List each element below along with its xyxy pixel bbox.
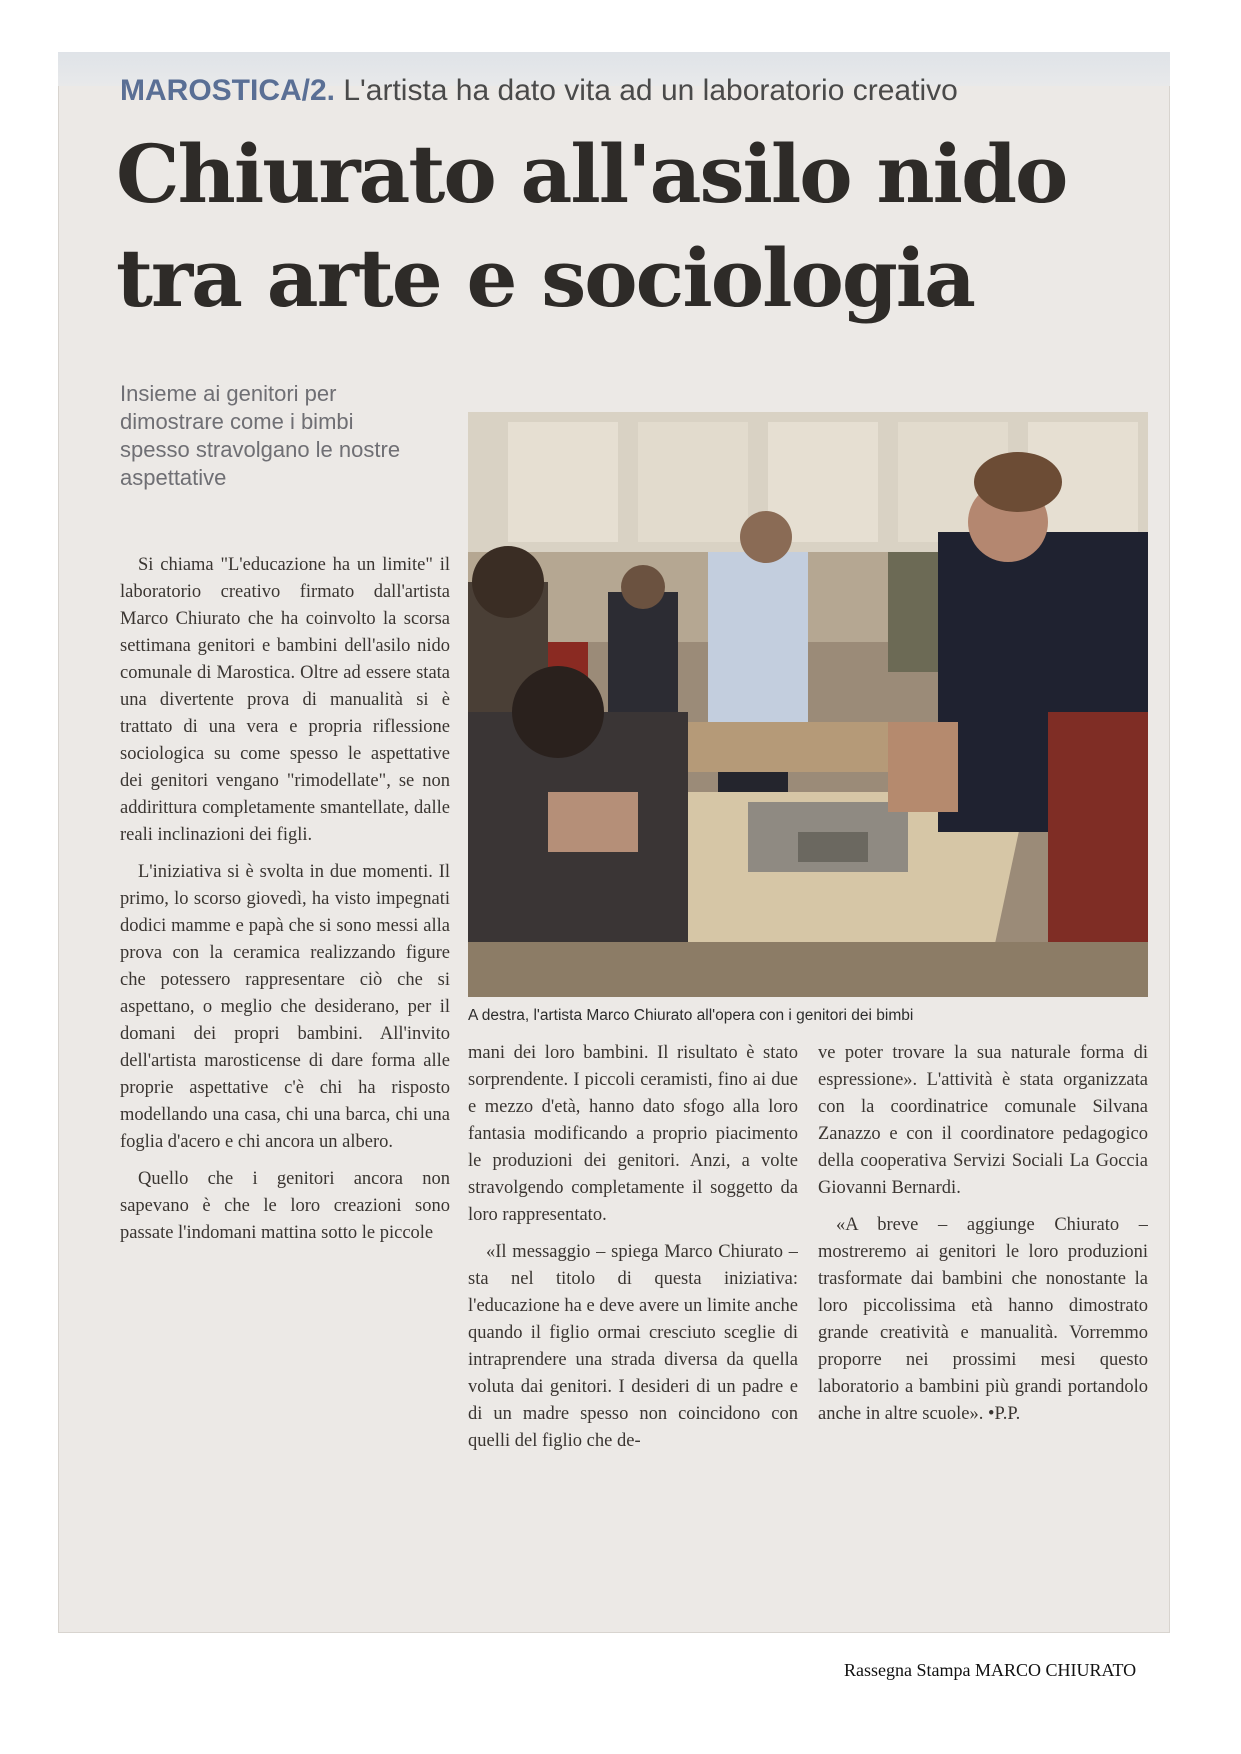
article-photo (468, 412, 1148, 997)
headline-line-2: tra arte e sociologia (116, 231, 974, 325)
headline-line-1: Chiurato all'asilo nido (116, 127, 1067, 221)
footer-press-review: Rassegna Stampa MARCO CHIURATO (844, 1660, 1137, 1680)
column-1-paragraph-2: L'iniziativa si è svolta in due momenti. Il primo, lo scorso giovedì, ha visto impegnati dodici mamme e papà che si sono messi alla prova con la ceramica realizzando figure che potessero rappresentare ciò che si aspettano, o meglio che desiderano, per il domani dei propri bambini. All'invito dell'artista marosticense di dare forma alle proprie aspettative c'è chi ha risposto modellando una casa, chi una barca, chi una foglia d'acero e chi ancora un albero. (120, 862, 450, 1152)
workshop-photo-illustration (468, 412, 1148, 997)
photo-caption: A destra, l'artista Marco Chiurato all'opera con i genitori dei bimbi (468, 1007, 914, 1024)
article-column-1 (120, 552, 450, 1622)
article-column-3 (818, 1040, 1148, 1620)
kicker (120, 74, 1160, 108)
kicker-tag: MAROSTICA/2. (120, 74, 336, 107)
newspaper-clipping (58, 52, 1170, 1633)
article-column-2 (468, 1040, 798, 1620)
column-1-paragraph-3: Quello che i genitori ancora non sapevano è che le loro creazioni sono passate l'indomani mattina sotto le piccole (120, 1169, 450, 1243)
column-1-paragraph-1: Si chiama "L'educazione ha un limite" il laboratorio creativo firmato dall'artista Marco Chiurato che ha coinvolto la scorsa settimana genitori e bambini dell'asilo nido comunale di Marostica. Oltre ad essere stata una divertente prova di manualità si è trattato di una vera e propria riflessione sociologica su come spesso le aspettative dei genitori vengano "rimodellate", se non addirittura completamente smantellate, dalle reali inclinazioni dei figli. (120, 555, 450, 845)
headline (116, 122, 1156, 330)
kicker-text: L'artista ha dato vita ad un laboratorio creativo (343, 74, 958, 107)
column-2-paragraph-1: mani dei loro bambini. Il risultato è stato sorprendente. I piccoli ceramisti, fino ai due e mezzo d'età, hanno dato sfogo alla loro fantasia modificando a proprio piacimento le produzioni dei genitori. Anzi, a volte stravolgendo completamente il soggetto da loro rappresentato. (468, 1043, 798, 1225)
column-3-paragraph-2: «A breve – aggiunge Chiurato – mostreremo ai genitori le loro produzioni trasformate dai bambini che nonostante la loro piccolissima età hanno dimostrato grande creatività e manualità. Vorremmo proporre nei prossimi mesi questo laboratorio a bambini più grandi portandolo anche in altre scuole». •P.P. (818, 1215, 1148, 1424)
subhead: Insieme ai genitori per dimostrare come i bimbi spesso stravolgano le nostre aspettative (120, 381, 401, 490)
column-3-paragraph-1: ve poter trovare la sua naturale forma di espressione». L'attività è stata organizzata con la coordinatrice comunale Silvana Zanazzo e con il coordinatore pedagogico della cooperativa Servizi Sociali La Goccia Giovanni Bernardi. (818, 1043, 1148, 1198)
column-2-paragraph-2: «Il messaggio – spiega Marco Chiurato – sta nel titolo di questa iniziativa: l'educazione ha e deve avere un limite anche quando il figlio ormai cresciuto sceglie di intraprendere una strada diversa da quella voluta dai genitori. I desideri di un padre e di un madre spesso non coincidono con quelli del figlio che de- (468, 1242, 798, 1451)
